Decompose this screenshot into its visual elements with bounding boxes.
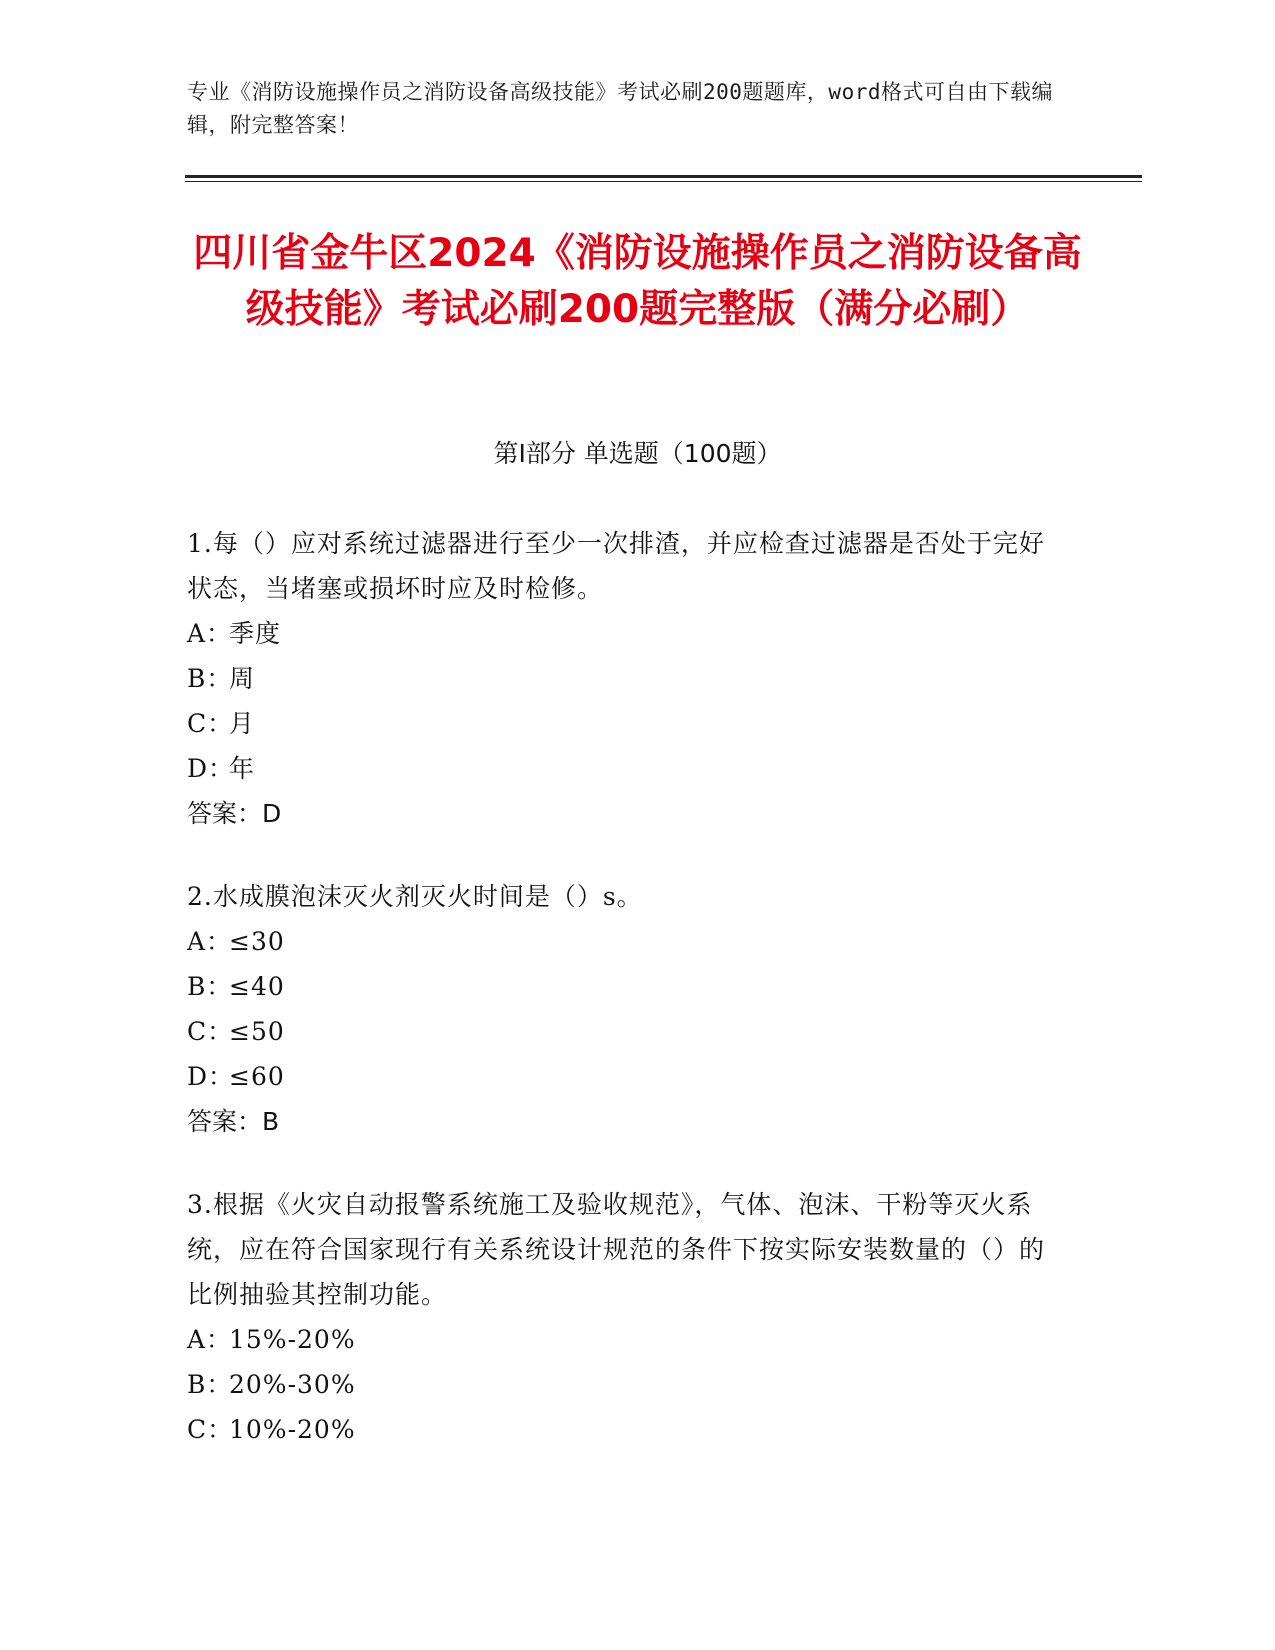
option-key: B： — [187, 972, 233, 1001]
option-text: ≤60 — [229, 1062, 285, 1091]
option-key: A： — [187, 1325, 233, 1354]
answer-line: 答案：B — [187, 1107, 280, 1136]
option-d — [187, 746, 1067, 791]
option-b — [187, 964, 1067, 1009]
option-key: D： — [187, 1062, 235, 1091]
option-text: 10%-20% — [229, 1415, 356, 1444]
option-text: ≤50 — [229, 1017, 285, 1046]
option-a — [187, 611, 1067, 656]
option-key: A： — [187, 619, 233, 648]
option-text: ≤40 — [229, 972, 285, 1001]
option-text: 周 — [229, 664, 256, 693]
option-key: B： — [187, 664, 233, 693]
option-key: C： — [187, 1415, 234, 1444]
option-key: B： — [187, 1370, 233, 1399]
question-stem: 1.每（）应对系统过滤器进行至少一次排渣，并应检查过滤器是否处于完好状态，当堵塞或损坏时应及时检修。 — [187, 529, 1045, 603]
option-key: C： — [187, 1017, 234, 1046]
header-divider-thin — [185, 181, 1142, 182]
option-c — [187, 1407, 1067, 1452]
option-c — [187, 1009, 1067, 1054]
option-key: C： — [187, 709, 234, 738]
header-note: 专业《消防设施操作员之消防设备高级技能》考试必刷200题题库，word格式可自由下载编辑，附完整答案！ — [187, 80, 1053, 137]
option-key: D： — [187, 754, 235, 783]
question-stem: 3.根据《火灾自动报警系统施工及验收规范》，气体、泡沫、干粉等灭火系统，应在符合国家现行有关系统设计规范的条件下按实际安装数量的（）的比例抽验其控制功能。 — [187, 1190, 1046, 1309]
option-text: 季度 — [229, 619, 282, 648]
header-divider-thick — [185, 175, 1142, 178]
question-2 — [187, 874, 1067, 1144]
answer-line: 答案：D — [187, 799, 282, 828]
option-b — [187, 1362, 1067, 1407]
question-stem: 2.水成膜泡沫灭火剂灭火时间是（）s。 — [187, 882, 643, 911]
option-text: 年 — [229, 754, 256, 783]
document-title: 四川省金牛区2024《消防设施操作员之消防设备高级技能》考试必刷200题完整版（满分必刷） — [193, 231, 1082, 332]
option-c — [187, 701, 1067, 746]
option-text: 20%-30% — [229, 1370, 356, 1399]
option-a — [187, 919, 1067, 964]
question-list — [187, 521, 1067, 1490]
question-1 — [187, 521, 1067, 836]
option-text: ≤30 — [229, 927, 285, 956]
section-heading: 第Ⅰ部分 单选题（100题） — [493, 439, 782, 468]
question-3 — [187, 1182, 1067, 1452]
option-key: A： — [187, 927, 233, 956]
option-text: 月 — [229, 709, 256, 738]
option-a — [187, 1317, 1067, 1362]
option-d — [187, 1054, 1067, 1099]
option-b — [187, 656, 1067, 701]
option-text: 15%-20% — [229, 1325, 356, 1354]
